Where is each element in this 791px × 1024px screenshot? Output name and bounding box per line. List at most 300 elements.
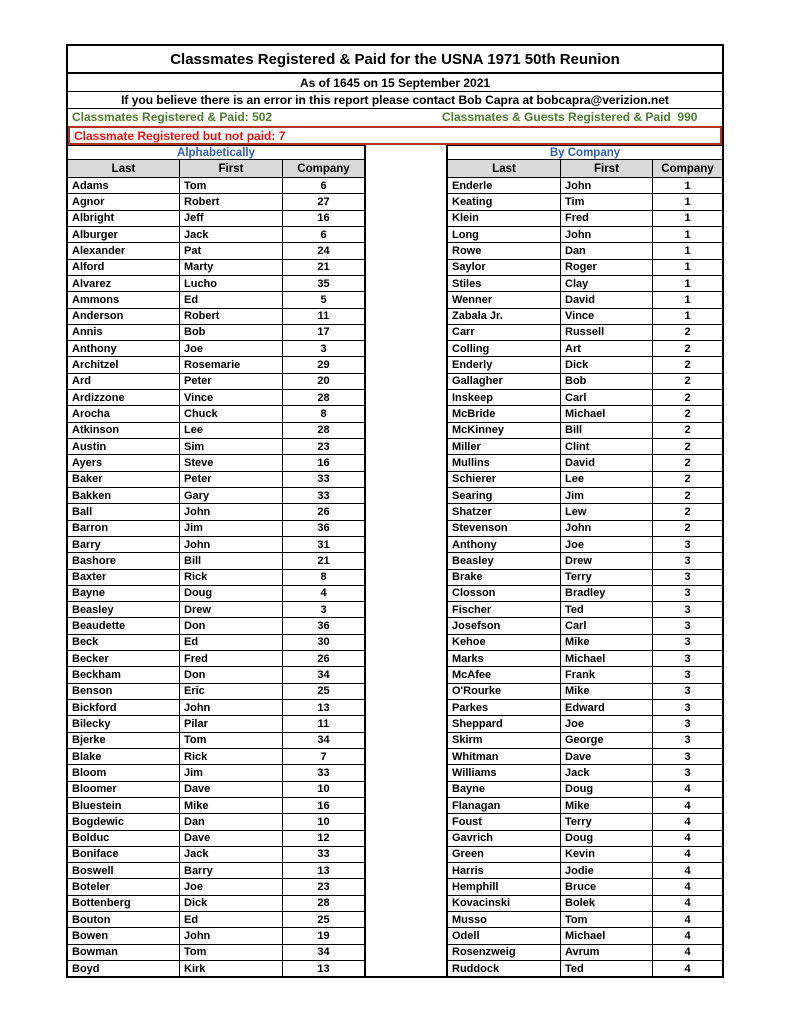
- table-row: [68, 782, 364, 798]
- last-cell: Alburger: [72, 228, 118, 241]
- last-cell: Closson: [452, 587, 496, 600]
- table-row: [68, 798, 364, 814]
- last-cell: Ardizzone: [72, 391, 125, 404]
- last-cell: O'Rourke: [452, 685, 502, 698]
- first-cell: Jim: [179, 765, 282, 780]
- table-row: [448, 635, 722, 651]
- last-cell: Architzel: [72, 359, 119, 372]
- last-cell: Bluestein: [72, 799, 122, 812]
- first-cell: Dan: [179, 814, 282, 829]
- registration-stats-row: [68, 109, 722, 126]
- table-row: [68, 357, 364, 373]
- table-row: [448, 700, 722, 716]
- company-cell: 17: [282, 325, 364, 340]
- first-cell: Bill: [179, 553, 282, 568]
- first-cell: Dave: [179, 831, 282, 846]
- last-cell: Parkes: [452, 701, 489, 714]
- last-cell: Sheppard: [452, 717, 503, 730]
- table-row: [448, 455, 722, 471]
- company-cell: 4: [652, 798, 722, 813]
- first-cell: Jack: [179, 227, 282, 242]
- first-cell: Lew: [560, 504, 652, 519]
- table-row: [448, 684, 722, 700]
- table-row: [448, 472, 722, 488]
- first-cell: Bradley: [560, 586, 652, 601]
- company-cell: 4: [652, 896, 722, 911]
- last-cell: Alford: [72, 261, 105, 274]
- company-cell: 34: [282, 945, 364, 960]
- first-cell: Roger: [560, 260, 652, 275]
- table-row: [68, 537, 364, 553]
- last-cell: Arocha: [72, 408, 110, 421]
- first-cell: Michael: [560, 928, 652, 943]
- table-row: [68, 961, 364, 976]
- classmates-guests-registered-paid-stat: Classmates & Guests Registered & Paid 990: [442, 110, 698, 124]
- last-cell: Annis: [72, 326, 103, 339]
- table-row: [448, 227, 722, 243]
- company-cell: 2: [652, 504, 722, 519]
- company-cell: 4: [652, 831, 722, 846]
- company-cell: 3: [652, 602, 722, 617]
- company-cell: 4: [652, 782, 722, 797]
- table-row: [448, 879, 722, 895]
- company-column-header: Company: [652, 160, 722, 177]
- table-row: [448, 896, 722, 912]
- last-cell: Bilecky: [72, 717, 111, 730]
- table-row: [68, 374, 364, 390]
- company-cell: 28: [282, 390, 364, 405]
- company-cell: 3: [652, 765, 722, 780]
- first-cell: Tim: [560, 194, 652, 209]
- classmates-registered-paid-stat: Classmates Registered & Paid: 502: [72, 110, 273, 124]
- first-cell: Marty: [179, 260, 282, 275]
- last-cell: Flanagan: [452, 799, 501, 812]
- table-row: [68, 879, 364, 895]
- last-cell: Beaudette: [72, 620, 126, 633]
- company-cell: 3: [652, 570, 722, 585]
- table-row: [448, 357, 722, 373]
- last-cell: Foust: [452, 815, 482, 828]
- first-cell: Joe: [560, 537, 652, 552]
- first-cell: Rick: [179, 570, 282, 585]
- last-cell: Whitman: [452, 750, 499, 763]
- table-row: [68, 831, 364, 847]
- first-cell: Clay: [560, 276, 652, 291]
- last-cell: Anderson: [72, 310, 124, 323]
- first-cell: Jack: [560, 765, 652, 780]
- table-row: [68, 211, 364, 227]
- company-cell: 3: [652, 700, 722, 715]
- first-cell: Drew: [560, 553, 652, 568]
- company-cell: 11: [282, 716, 364, 731]
- table-row: [448, 782, 722, 798]
- last-cell: Musso: [452, 913, 487, 926]
- table-row: [448, 733, 722, 749]
- last-cell: Colling: [452, 342, 490, 355]
- first-cell: Jeff: [179, 211, 282, 226]
- last-cell: Shatzer: [452, 505, 492, 518]
- first-cell: Doug: [179, 586, 282, 601]
- last-cell: Ayers: [72, 456, 103, 469]
- company-cell: 5: [282, 292, 364, 307]
- last-cell: Bolduc: [72, 832, 110, 845]
- first-cell: Edward: [560, 700, 652, 715]
- first-cell: John: [179, 928, 282, 943]
- first-cell: Dick: [560, 357, 652, 372]
- company-cell: 1: [652, 211, 722, 226]
- first-cell: Ed: [179, 292, 282, 307]
- company-cell: 1: [652, 292, 722, 307]
- first-cell: David: [560, 455, 652, 470]
- table-row: [448, 667, 722, 683]
- table-row: [68, 390, 364, 406]
- first-cell: Carl: [560, 390, 652, 405]
- table-row: [448, 586, 722, 602]
- first-cell: Dan: [560, 243, 652, 258]
- table-row: [448, 602, 722, 618]
- last-cell: Atkinson: [72, 424, 120, 437]
- first-cell: Vince: [560, 309, 652, 324]
- last-cell: Bashore: [72, 554, 117, 567]
- company-cell: 31: [282, 537, 364, 552]
- table-row: [448, 537, 722, 553]
- last-cell: Schierer: [452, 473, 497, 486]
- first-cell: Chuck: [179, 406, 282, 421]
- last-cell: Bayne: [452, 783, 486, 796]
- table-row: [68, 488, 364, 504]
- table-row: [68, 178, 364, 194]
- company-cell: 2: [652, 406, 722, 421]
- company-cell: 3: [652, 651, 722, 666]
- last-cell: Rowe: [452, 244, 482, 257]
- company-cell: 28: [282, 896, 364, 911]
- last-cell: Bogdewic: [72, 815, 124, 828]
- first-cell: Bill: [560, 423, 652, 438]
- table-row: [448, 178, 722, 194]
- table-row: [68, 651, 364, 667]
- first-cell: Eric: [179, 684, 282, 699]
- company-cell: 4: [652, 863, 722, 878]
- table-row: [68, 700, 364, 716]
- company-cell: 16: [282, 798, 364, 813]
- last-cell: Bowman: [72, 946, 118, 959]
- table-row: [448, 276, 722, 292]
- company-cell: 4: [652, 879, 722, 894]
- last-cell: Green: [452, 848, 484, 861]
- first-cell: John: [560, 227, 652, 242]
- first-cell: Mike: [560, 635, 652, 650]
- company-cell: 7: [282, 749, 364, 764]
- table-row: [68, 194, 364, 210]
- company-cell: 1: [652, 309, 722, 324]
- first-cell: Carl: [560, 618, 652, 633]
- first-cell: Jim: [560, 488, 652, 503]
- company-cell: 16: [282, 211, 364, 226]
- last-cell: Beckham: [72, 669, 121, 682]
- company-column-header: Company: [282, 160, 364, 177]
- first-cell: Dave: [560, 749, 652, 764]
- table-row: [68, 455, 364, 471]
- first-cell: Don: [179, 667, 282, 682]
- table-row: [448, 928, 722, 944]
- last-cell: Bjerke: [72, 734, 106, 747]
- company-cell: 4: [652, 814, 722, 829]
- table-row: [448, 814, 722, 830]
- first-cell: Joe: [179, 879, 282, 894]
- table-row: [68, 292, 364, 308]
- table-row: [448, 211, 722, 227]
- table-row: [68, 586, 364, 602]
- first-cell: Tom: [179, 945, 282, 960]
- last-cell: Agnor: [72, 195, 105, 208]
- company-cell: 4: [652, 945, 722, 960]
- last-cell: Kehoe: [452, 636, 486, 649]
- company-cell: 36: [282, 521, 364, 536]
- table-row: [68, 553, 364, 569]
- report-sheet: [66, 44, 724, 978]
- alphabetical-section-title: Alphabetically: [68, 146, 364, 160]
- company-cell: 4: [652, 847, 722, 862]
- table-row: [448, 341, 722, 357]
- first-cell: Gary: [179, 488, 282, 503]
- company-cell: 12: [282, 831, 364, 846]
- table-row: [68, 863, 364, 879]
- first-cell: Bruce: [560, 879, 652, 894]
- table-row: [68, 472, 364, 488]
- last-cell: Bottenberg: [72, 897, 131, 910]
- tables-area: [68, 145, 722, 976]
- by-company-table: [446, 145, 722, 976]
- first-cell: John: [560, 521, 652, 536]
- table-row: [68, 667, 364, 683]
- company-cell: 30: [282, 635, 364, 650]
- first-cell: Ted: [560, 602, 652, 617]
- first-cell: Peter: [179, 374, 282, 389]
- company-cell: 2: [652, 357, 722, 372]
- last-cell: Gavrich: [452, 832, 493, 845]
- by-company-header-row: [448, 160, 722, 178]
- last-cell: Barry: [72, 538, 101, 551]
- table-row: [68, 260, 364, 276]
- company-cell: 3: [652, 618, 722, 633]
- table-row: [68, 847, 364, 863]
- alphabetical-header-row: [68, 160, 364, 178]
- first-column-header: First: [560, 160, 652, 177]
- company-cell: 23: [282, 879, 364, 894]
- company-cell: 4: [282, 586, 364, 601]
- first-cell: Bob: [560, 374, 652, 389]
- company-cell: 10: [282, 782, 364, 797]
- table-row: [68, 276, 364, 292]
- table-row: [68, 602, 364, 618]
- company-cell: 28: [282, 423, 364, 438]
- last-cell: Ruddock: [452, 962, 500, 975]
- report-title: Classmates Registered & Paid for the USNA 1971 50th Reunion: [68, 46, 722, 74]
- by-company-table-body: [448, 178, 722, 976]
- first-cell: Ted: [560, 961, 652, 976]
- table-row: [68, 243, 364, 259]
- last-cell: Enderle: [452, 179, 493, 192]
- company-cell: 2: [652, 341, 722, 356]
- first-cell: Clint: [560, 439, 652, 454]
- company-cell: 13: [282, 961, 364, 976]
- company-cell: 2: [652, 455, 722, 470]
- first-cell: Fred: [560, 211, 652, 226]
- last-cell: Marks: [452, 652, 484, 665]
- first-cell: Robert: [179, 194, 282, 209]
- error-contact-note: If you believe there is an error in this report please contact Bob Capra at bobcapra@verizion.net: [68, 92, 722, 109]
- last-cell: Rosenzweig: [452, 946, 516, 959]
- first-cell: Don: [179, 618, 282, 633]
- company-cell: 26: [282, 504, 364, 519]
- first-cell: Rick: [179, 749, 282, 764]
- first-cell: Steve: [179, 455, 282, 470]
- table-row: [448, 847, 722, 863]
- company-cell: 1: [652, 178, 722, 193]
- company-cell: 3: [652, 537, 722, 552]
- table-row: [68, 521, 364, 537]
- company-cell: 24: [282, 243, 364, 258]
- table-row: [68, 325, 364, 341]
- table-row: [448, 798, 722, 814]
- table-row: [68, 504, 364, 520]
- company-cell: 1: [652, 194, 722, 209]
- first-cell: Rosemarie: [179, 357, 282, 372]
- last-cell: Bloom: [72, 766, 107, 779]
- last-cell: Searing: [452, 489, 493, 502]
- table-row: [448, 390, 722, 406]
- table-row: [68, 570, 364, 586]
- company-cell: 8: [282, 570, 364, 585]
- last-cell: McKinney: [452, 424, 504, 437]
- last-cell: Anthony: [452, 538, 497, 551]
- last-cell: Boswell: [72, 864, 114, 877]
- first-cell: Kevin: [560, 847, 652, 862]
- table-row: [68, 439, 364, 455]
- last-cell: Saylor: [452, 261, 486, 274]
- last-cell: Stiles: [452, 277, 482, 290]
- table-row: [68, 765, 364, 781]
- table-row: [68, 928, 364, 944]
- last-cell: Adams: [72, 179, 109, 192]
- last-cell: Wenner: [452, 293, 493, 306]
- company-cell: 6: [282, 227, 364, 242]
- company-cell: 4: [652, 912, 722, 927]
- first-cell: Barry: [179, 863, 282, 878]
- company-cell: 4: [652, 961, 722, 976]
- company-cell: 2: [652, 439, 722, 454]
- last-cell: Fischer: [452, 603, 492, 616]
- first-cell: Ed: [179, 635, 282, 650]
- table-gap: [366, 145, 446, 976]
- first-cell: Ed: [179, 912, 282, 927]
- first-cell: Doug: [560, 831, 652, 846]
- last-cell: Long: [452, 228, 479, 241]
- company-cell: 2: [652, 488, 722, 503]
- last-cell: Keating: [452, 195, 493, 208]
- company-cell: 2: [652, 423, 722, 438]
- last-cell: Beasley: [72, 603, 114, 616]
- company-cell: 23: [282, 439, 364, 454]
- last-cell: Boteler: [72, 881, 110, 894]
- last-cell: Bouton: [72, 913, 111, 926]
- last-cell: Bickford: [72, 701, 117, 714]
- company-cell: 1: [652, 227, 722, 242]
- first-cell: Terry: [560, 570, 652, 585]
- table-row: [448, 292, 722, 308]
- company-cell: 10: [282, 814, 364, 829]
- company-cell: 19: [282, 928, 364, 943]
- first-cell: Frank: [560, 667, 652, 682]
- company-cell: 3: [282, 341, 364, 356]
- first-cell: Dave: [179, 782, 282, 797]
- table-row: [68, 814, 364, 830]
- table-row: [68, 341, 364, 357]
- first-cell: Mike: [179, 798, 282, 813]
- table-row: [448, 651, 722, 667]
- table-row: [448, 194, 722, 210]
- company-cell: 2: [652, 374, 722, 389]
- company-cell: 3: [652, 733, 722, 748]
- first-cell: Vince: [179, 390, 282, 405]
- company-cell: 21: [282, 260, 364, 275]
- table-row: [448, 765, 722, 781]
- table-row: [448, 553, 722, 569]
- last-cell: McBride: [452, 408, 496, 421]
- first-cell: Avrum: [560, 945, 652, 960]
- company-cell: 3: [652, 667, 722, 682]
- table-row: [68, 684, 364, 700]
- first-cell: John: [179, 537, 282, 552]
- last-cell: Josefson: [452, 620, 501, 633]
- table-row: [68, 227, 364, 243]
- company-cell: 3: [652, 586, 722, 601]
- company-cell: 33: [282, 765, 364, 780]
- first-cell: John: [179, 700, 282, 715]
- first-cell: Doug: [560, 782, 652, 797]
- last-cell: Alvarez: [72, 277, 112, 290]
- last-cell: Baker: [72, 473, 103, 486]
- last-cell: Skirm: [452, 734, 483, 747]
- last-cell: Enderly: [452, 359, 493, 372]
- company-cell: 2: [652, 472, 722, 487]
- first-cell: Tom: [560, 912, 652, 927]
- table-row: [448, 618, 722, 634]
- last-cell: Klein: [452, 212, 479, 225]
- company-cell: 35: [282, 276, 364, 291]
- table-row: [448, 504, 722, 520]
- company-cell: 21: [282, 553, 364, 568]
- company-cell: 1: [652, 260, 722, 275]
- table-row: [68, 716, 364, 732]
- first-cell: George: [560, 733, 652, 748]
- company-cell: 3: [652, 635, 722, 650]
- company-cell: 33: [282, 847, 364, 862]
- company-cell: 3: [282, 602, 364, 617]
- table-row: [448, 260, 722, 276]
- last-cell: Barron: [72, 522, 109, 535]
- table-row: [68, 912, 364, 928]
- table-row: [448, 570, 722, 586]
- first-cell: Russell: [560, 325, 652, 340]
- company-cell: 26: [282, 651, 364, 666]
- table-row: [448, 488, 722, 504]
- last-cell: Odell: [452, 930, 480, 943]
- last-cell: Boyd: [72, 962, 100, 975]
- first-cell: Art: [560, 341, 652, 356]
- first-cell: Robert: [179, 309, 282, 324]
- first-cell: Lee: [179, 423, 282, 438]
